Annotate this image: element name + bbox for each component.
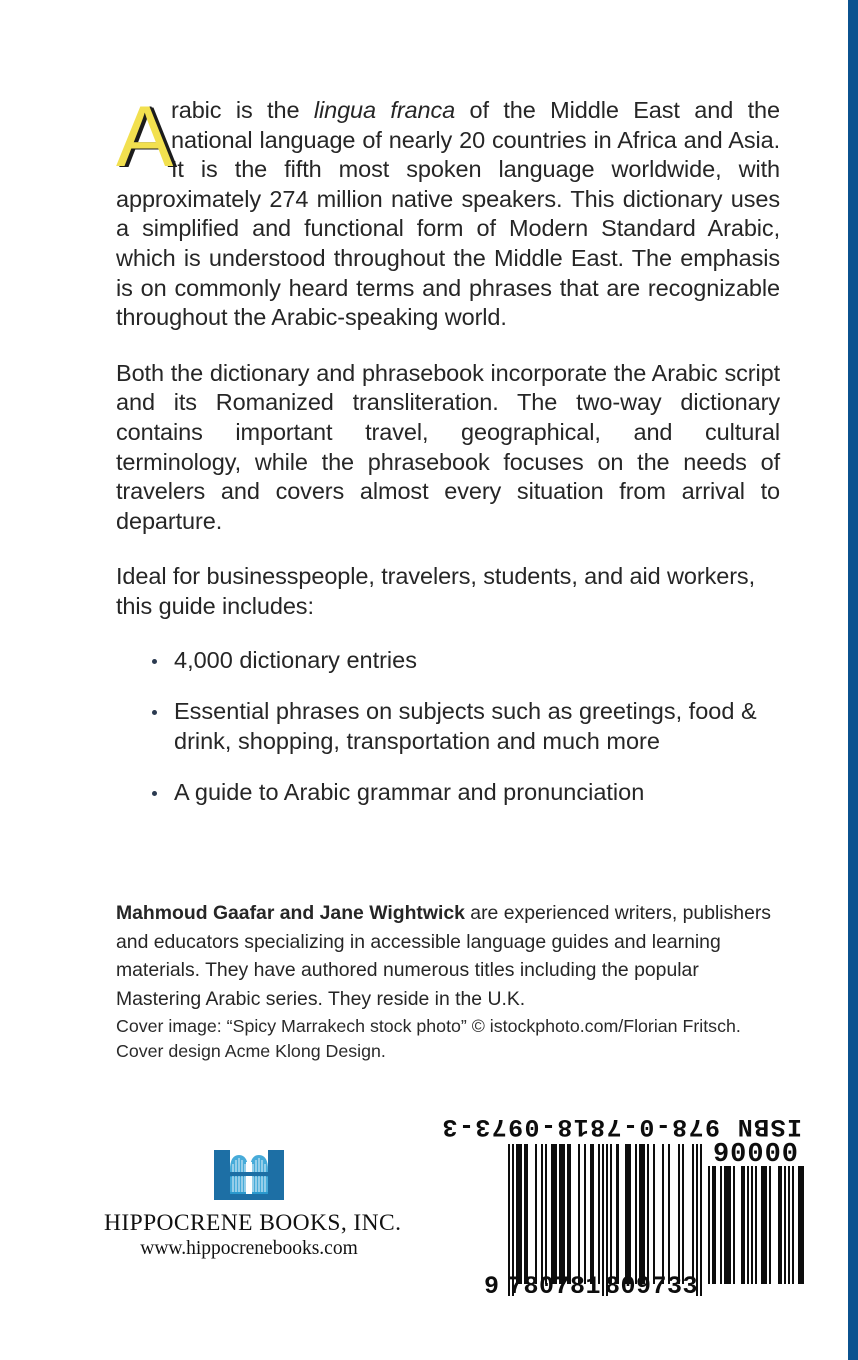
ean13-barcode xyxy=(508,1144,702,1284)
dropcap-wrapper xyxy=(116,89,174,185)
author-names: Mahmoud Gaafar and Jane Wightwick xyxy=(116,902,465,925)
author-bio-text: are experienced writers, publishers and educators specializing in accessible language guides and learning materials. They have authored numerous titles including the popular Mastering Arabic series. They reside in the U.K. xyxy=(116,902,772,1010)
ean13-digits xyxy=(484,1272,700,1301)
publisher-name: HIPPOCRENE BOOKS, INC. xyxy=(104,1210,402,1236)
ean5-addon-barcode xyxy=(708,1166,804,1306)
barcode-graphics xyxy=(476,1140,802,1314)
spine-accent-strip xyxy=(848,0,858,1360)
blurb-paragraph-2: Both the dictionary and phrasebook incorporate the Arabic script and its Romanized transliteration. The two-way dictionary contains important travel, geographical, and cultural terminology, while the phrasebook focuses on the needs of travelers and covers almost every situation from arrival to departure. xyxy=(116,359,780,534)
ean-right-group: 809733 xyxy=(604,1272,698,1301)
author-biography xyxy=(116,899,780,1013)
hippocrene-fountain-h-logo-icon xyxy=(212,1148,286,1202)
publisher-website[interactable]: www.hippocrenebooks.com xyxy=(140,1238,358,1259)
list-item: A guide to Arabic grammar and pronunciation xyxy=(148,778,798,808)
blurb-paragraph-3: Ideal for businesspeople, travelers, students, and aid workers, this guide includes: xyxy=(116,563,755,619)
dropcap-letter-a: A xyxy=(116,89,174,185)
blurb-p1-part-a: rabic is the xyxy=(171,97,314,123)
cover-design-credit: Cover design Acme Klong Design. xyxy=(116,1040,386,1061)
addon-digits: 90000 xyxy=(712,1140,799,1170)
blurb-text-column xyxy=(116,89,780,808)
guide-features-list xyxy=(116,646,798,808)
ean-lead-digit: 9 xyxy=(484,1272,500,1301)
blurb-p1-italic-phrase: lingua franca xyxy=(313,97,456,123)
publisher-block xyxy=(104,1148,402,1261)
isbn-barcode-block xyxy=(441,1112,802,1314)
cover-image-credit: Cover image: “Spicy Marrakech stock photo” © istockphoto.com/Florian Fritsch. xyxy=(116,1016,741,1036)
blurb-paragraph-1 xyxy=(116,89,780,333)
blurb-p1-part-b: of the Middle East and the national language of nearly 20 countries in Africa and Asia. It is the fifth most spoken language worldwide, with approximately 274 million native speakers. This dictionary uses a simplified and functional form of Modern Standard Arabic, which is understood throughout the Middle East. The emphasis is on commonly heard terms and phrases that are recognizable throughout the Arabic-speaking world. xyxy=(116,97,780,331)
isbn-number-text: ISBN 978-0-7818-0973-3 xyxy=(441,1112,802,1141)
list-item: Essential phrases on subjects such as greetings, food & drink, shopping, transportation and much more xyxy=(148,697,798,756)
list-item: 4,000 dictionary entries xyxy=(148,646,798,676)
cover-credits xyxy=(116,1014,796,1063)
ean-left-group: 780781 xyxy=(507,1272,601,1301)
